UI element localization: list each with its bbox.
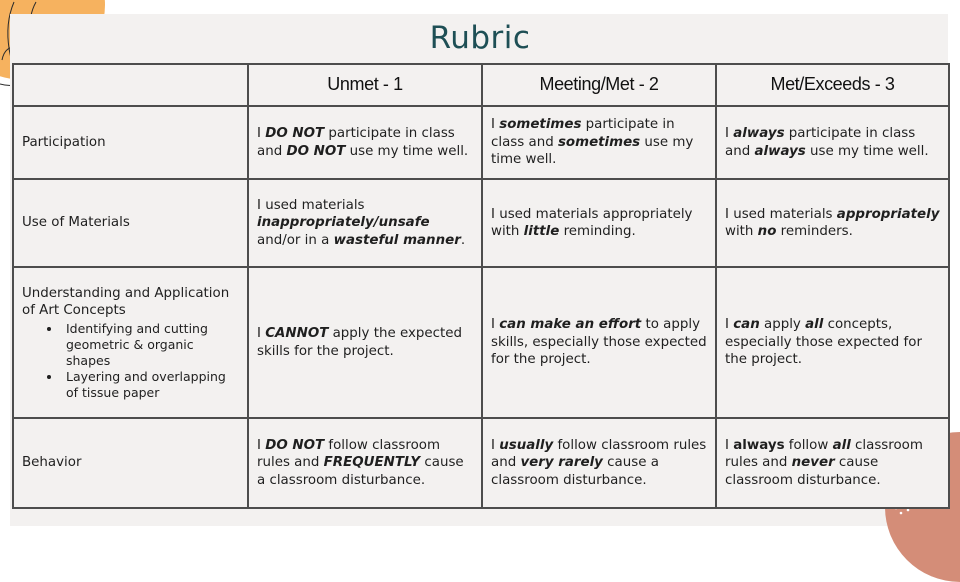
cell-text: cause a classroom disturbance.: [491, 455, 659, 488]
cell-text: reminding.: [559, 224, 636, 239]
cell-text: I: [257, 326, 266, 341]
emphasis-text: DO NOT: [265, 437, 325, 453]
cell-text: follow classroom rules and: [257, 437, 440, 471]
emphasis-text: always: [733, 126, 785, 141]
cell-text: with: [725, 224, 758, 239]
header-empty-cell: [13, 64, 248, 106]
cell-text: participate in class and: [725, 126, 916, 159]
rubric-cell: [716, 418, 949, 508]
emphasis-text: sometimes: [557, 134, 641, 150]
cell-text: and/or in a: [257, 232, 334, 248]
emphasis-text: usually: [499, 437, 554, 453]
emphasis-text: very rarely: [520, 455, 603, 471]
cell-text: cause a classroom disturbance.: [257, 455, 464, 488]
cell-text: I used materials: [257, 197, 365, 213]
column-header-exceeds: Met/Exceeds - 3: [716, 64, 949, 106]
list-item: • Layering and overlapping of tissue paper: [62, 369, 239, 401]
emphasis-text: sometimes: [499, 117, 582, 133]
rubric-cell: [248, 267, 482, 418]
emphasis-text: can: [733, 317, 760, 333]
cell-text: I used materials appropriately with: [491, 206, 693, 239]
rubric-cell: [482, 418, 716, 508]
rubric-cell: [248, 418, 482, 508]
cell-text: use my time well.: [345, 143, 469, 159]
emphasis-text: appropriately: [836, 206, 940, 222]
rubric-cell: [716, 179, 949, 267]
cell-text: classroom rules and: [725, 437, 923, 471]
header-row: [13, 64, 949, 106]
emphasis-text: DO NOT: [286, 143, 346, 159]
table-row: [13, 267, 949, 418]
table-row: [13, 106, 949, 179]
emphasis-text: wasteful manner: [333, 232, 461, 248]
cell-text: follow: [784, 437, 833, 453]
emphasis-text: CANNOT: [265, 326, 329, 341]
emphasis-text: inappropriately/unsafe: [257, 215, 430, 231]
cell-text: apply the expected skills for the project.: [257, 326, 462, 359]
rubric-cell: [482, 179, 716, 267]
criterion-use-of-materials: Use of Materials: [13, 179, 248, 267]
rubric-cell: [482, 267, 716, 418]
table-row: [13, 179, 949, 267]
emphasis-text: no: [757, 224, 777, 239]
emphasis-text: all: [805, 317, 824, 333]
cell-text: I: [725, 317, 734, 333]
cell-text: apply: [759, 317, 806, 333]
emphasis-text: always: [754, 143, 806, 159]
rubric-cell: [716, 106, 949, 179]
emphasis-text: FREQUENTLY: [323, 455, 421, 471]
rubric-cell: [716, 267, 949, 418]
list-item: • Identifying and cutting geometric & organic shapes: [62, 321, 239, 369]
cell-text: to apply skills, especially those expected for the project.: [491, 317, 707, 368]
criterion-title: Understanding and Application of Art Concepts: [22, 285, 230, 318]
cell-text: I: [725, 126, 734, 141]
emphasis-text: DO NOT: [265, 126, 325, 141]
cell-text: I: [491, 437, 500, 453]
cell-text: participate in class and: [257, 126, 455, 159]
cell-text: use my time well.: [805, 143, 929, 159]
cell-text: reminders.: [776, 224, 853, 239]
rubric-cell: [248, 106, 482, 179]
cell-text: I: [257, 437, 266, 453]
emphasis-text: little: [523, 224, 560, 239]
cell-text: concepts, especially those expected for the project.: [725, 317, 922, 368]
cell-text: .: [460, 232, 466, 248]
page-title: Rubric: [429, 20, 531, 56]
cell-text: I: [491, 117, 500, 133]
rubric-table: [12, 63, 950, 509]
cell-text: use my time well.: [491, 134, 694, 168]
rubric-cell: [248, 179, 482, 267]
table-row: [13, 418, 949, 508]
emphasis-text: never: [791, 455, 835, 471]
cell-text: I: [491, 317, 500, 333]
column-header-meeting: Meeting/Met - 2: [482, 64, 716, 106]
criterion-behavior: Behavior: [13, 418, 248, 508]
cell-text: participate in class and: [491, 117, 675, 150]
emphasis-text: all: [832, 437, 851, 453]
cell-text: cause classroom disturbance.: [725, 455, 881, 488]
cell-text: follow classroom rules and: [491, 437, 707, 471]
emphasis-text: can make an effort: [499, 317, 642, 333]
column-header-unmet: Unmet - 1: [248, 64, 482, 106]
criterion-bullet-list: [22, 321, 239, 401]
rubric-cell: [482, 106, 716, 179]
criterion-participation: Participation: [13, 106, 248, 179]
cell-text: I: [725, 437, 734, 453]
cell-text: I: [257, 126, 266, 141]
criterion-art-concepts: [13, 267, 248, 418]
bold-text: always: [733, 437, 785, 453]
cell-text: I used materials: [725, 206, 837, 222]
